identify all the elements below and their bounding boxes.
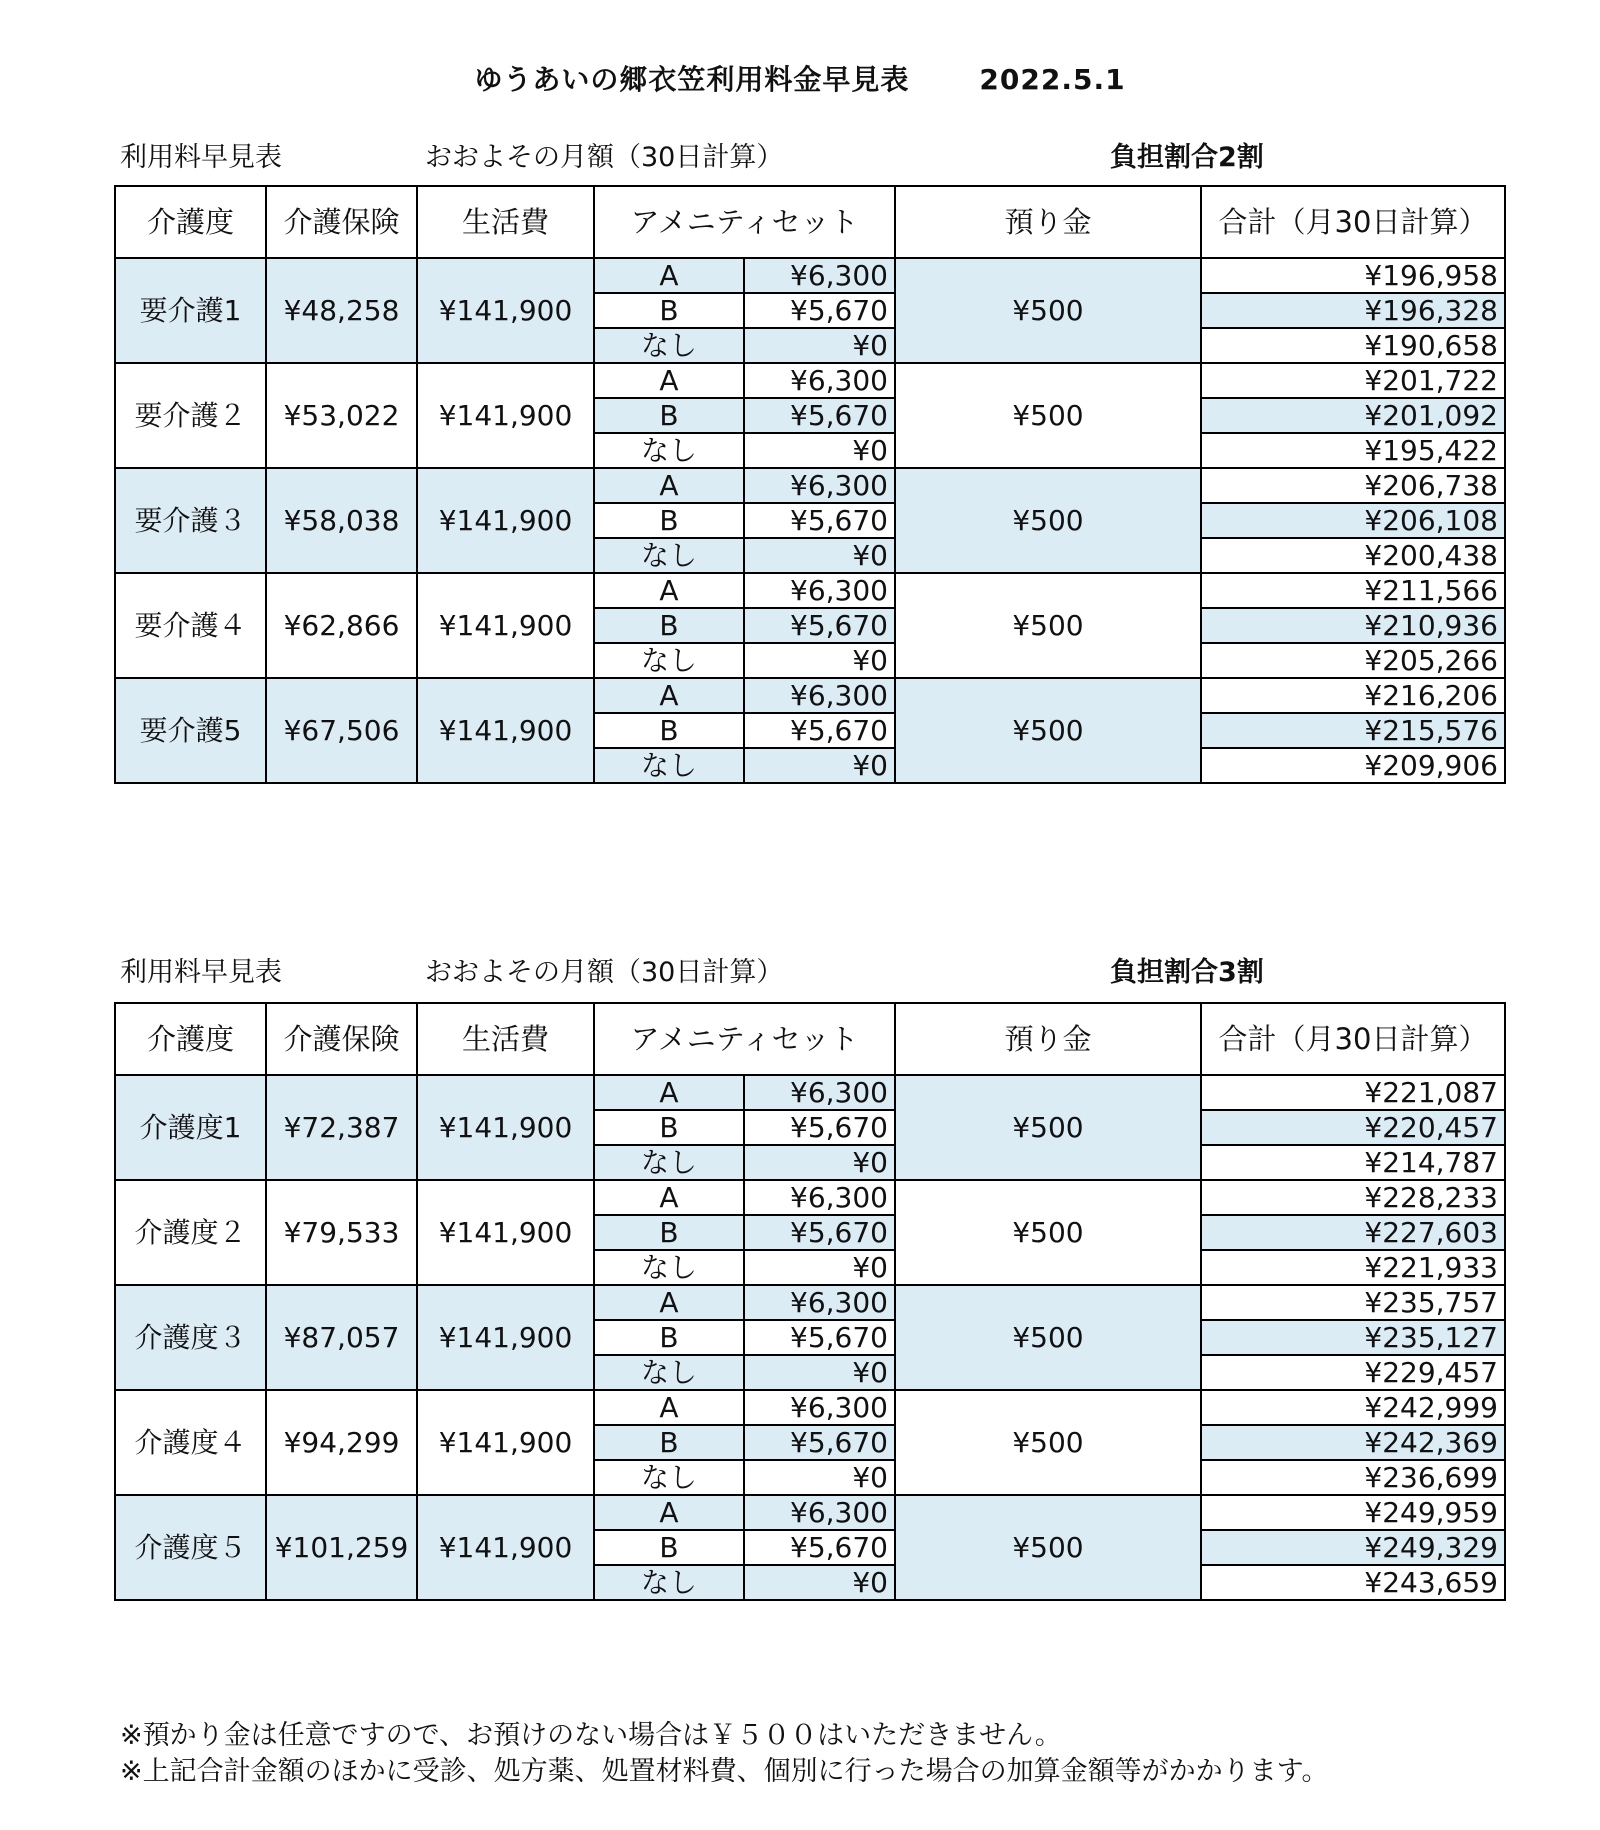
- living-cost-cell: ¥141,900: [417, 1390, 594, 1495]
- total-cell: ¥209,906: [1201, 748, 1505, 783]
- amenity-price-cell: ¥5,670: [744, 713, 895, 748]
- care-level-cell: 介護度４: [115, 1390, 266, 1495]
- total-cell: ¥214,787: [1201, 1145, 1505, 1180]
- insurance-cell: ¥101,259: [266, 1495, 417, 1600]
- amenity-price-cell: ¥0: [744, 1145, 895, 1180]
- amenity-set-cell: B: [594, 1425, 744, 1460]
- amenity-price-cell: ¥6,300: [744, 1075, 895, 1110]
- care-level-cell: 要介護４: [115, 573, 266, 678]
- amenity-set-cell: なし: [594, 1250, 744, 1285]
- section-header-2: [120, 950, 1510, 990]
- section-label: 利用料早見表: [120, 142, 282, 173]
- amenity-set-cell: B: [594, 1215, 744, 1250]
- note-line: ※上記合計金額のほかに受診、処方薬、処置材料費、個別に行った場合の加算金額等がかかります。: [120, 1756, 1329, 1787]
- table-row: [115, 468, 1505, 503]
- col-header-care-level: 介護度: [115, 1003, 266, 1075]
- care-level-cell: 要介護３: [115, 468, 266, 573]
- total-cell: ¥201,722: [1201, 363, 1505, 398]
- deposit-cell: ¥500: [895, 1495, 1201, 1600]
- deposit-cell: ¥500: [895, 573, 1201, 678]
- total-cell: ¥242,999: [1201, 1390, 1505, 1425]
- amenity-set-cell: B: [594, 398, 744, 433]
- total-cell: ¥206,108: [1201, 503, 1505, 538]
- care-level-cell: 要介護1: [115, 258, 266, 363]
- amenity-price-cell: ¥0: [744, 433, 895, 468]
- col-header-deposit: 預り金: [895, 186, 1201, 258]
- total-cell: ¥236,699: [1201, 1460, 1505, 1495]
- total-cell: ¥249,959: [1201, 1495, 1505, 1530]
- total-cell: ¥190,658: [1201, 328, 1505, 363]
- amenity-set-cell: A: [594, 468, 744, 503]
- total-cell: ¥210,936: [1201, 608, 1505, 643]
- living-cost-cell: ¥141,900: [417, 1075, 594, 1180]
- total-cell: ¥227,603: [1201, 1215, 1505, 1250]
- fee-table-3wari: [114, 1002, 1506, 1601]
- amenity-set-cell: なし: [594, 643, 744, 678]
- total-cell: ¥249,329: [1201, 1530, 1505, 1565]
- insurance-cell: ¥79,533: [266, 1180, 417, 1285]
- table-row: [115, 1075, 1505, 1110]
- col-header-total: 合計（月30日計算）: [1201, 1003, 1505, 1075]
- amenity-set-cell: A: [594, 573, 744, 608]
- title-date: 2022.5.1: [979, 63, 1126, 96]
- insurance-cell: ¥67,506: [266, 678, 417, 783]
- amenity-price-cell: ¥6,300: [744, 1390, 895, 1425]
- total-cell: ¥205,266: [1201, 643, 1505, 678]
- section-subtitle: おおよその月額（30日計算）: [425, 142, 784, 173]
- insurance-cell: ¥94,299: [266, 1390, 417, 1495]
- amenity-set-cell: B: [594, 293, 744, 328]
- header-row: [115, 1003, 1505, 1075]
- amenity-price-cell: ¥6,300: [744, 258, 895, 293]
- table-row: [115, 1285, 1505, 1320]
- col-header-insurance: 介護保険: [266, 186, 417, 258]
- total-cell: ¥196,328: [1201, 293, 1505, 328]
- amenity-price-cell: ¥5,670: [744, 1425, 895, 1460]
- total-cell: ¥206,738: [1201, 468, 1505, 503]
- header-row: [115, 186, 1505, 258]
- amenity-set-cell: なし: [594, 433, 744, 468]
- col-header-deposit: 預り金: [895, 1003, 1201, 1075]
- total-cell: ¥201,092: [1201, 398, 1505, 433]
- amenity-set-cell: なし: [594, 748, 744, 783]
- amenity-price-cell: ¥5,670: [744, 1110, 895, 1145]
- total-cell: ¥228,233: [1201, 1180, 1505, 1215]
- amenity-set-cell: B: [594, 1320, 744, 1355]
- col-header-living: 生活費: [417, 1003, 594, 1075]
- amenity-set-cell: なし: [594, 328, 744, 363]
- amenity-price-cell: ¥6,300: [744, 1285, 895, 1320]
- amenity-price-cell: ¥0: [744, 1565, 895, 1600]
- care-level-cell: 介護度３: [115, 1285, 266, 1390]
- total-cell: ¥235,757: [1201, 1285, 1505, 1320]
- col-header-amenity: アメニティセット: [594, 186, 895, 258]
- amenity-set-cell: A: [594, 1075, 744, 1110]
- living-cost-cell: ¥141,900: [417, 1495, 594, 1600]
- amenity-price-cell: ¥6,300: [744, 573, 895, 608]
- amenity-price-cell: ¥0: [744, 1355, 895, 1390]
- fee-table-2wari: [114, 185, 1506, 784]
- insurance-cell: ¥53,022: [266, 363, 417, 468]
- total-cell: ¥220,457: [1201, 1110, 1505, 1145]
- care-level-cell: 介護度1: [115, 1075, 266, 1180]
- amenity-price-cell: ¥0: [744, 328, 895, 363]
- insurance-cell: ¥72,387: [266, 1075, 417, 1180]
- deposit-cell: ¥500: [895, 678, 1201, 783]
- amenity-price-cell: ¥5,670: [744, 1320, 895, 1355]
- deposit-cell: ¥500: [895, 1075, 1201, 1180]
- amenity-price-cell: ¥0: [744, 1460, 895, 1495]
- deposit-cell: ¥500: [895, 363, 1201, 468]
- deposit-cell: ¥500: [895, 1390, 1201, 1495]
- amenity-set-cell: B: [594, 608, 744, 643]
- total-cell: ¥221,087: [1201, 1075, 1505, 1110]
- total-cell: ¥195,422: [1201, 433, 1505, 468]
- section-subtitle: おおよその月額（30日計算）: [425, 957, 784, 988]
- amenity-price-cell: ¥0: [744, 1250, 895, 1285]
- total-cell: ¥242,369: [1201, 1425, 1505, 1460]
- amenity-price-cell: ¥5,670: [744, 398, 895, 433]
- amenity-price-cell: ¥6,300: [744, 363, 895, 398]
- table-row: [115, 1495, 1505, 1530]
- amenity-price-cell: ¥6,300: [744, 1180, 895, 1215]
- page-title: [0, 58, 1600, 98]
- living-cost-cell: ¥141,900: [417, 678, 594, 783]
- amenity-price-cell: ¥6,300: [744, 1495, 895, 1530]
- table-row: [115, 363, 1505, 398]
- table-row: [115, 573, 1505, 608]
- burden-ratio: 負担割合2割: [1110, 142, 1264, 173]
- amenity-set-cell: B: [594, 503, 744, 538]
- care-level-cell: 要介護5: [115, 678, 266, 783]
- total-cell: ¥243,659: [1201, 1565, 1505, 1600]
- amenity-price-cell: ¥5,670: [744, 608, 895, 643]
- table-row: [115, 1180, 1505, 1215]
- living-cost-cell: ¥141,900: [417, 258, 594, 363]
- section-label: 利用料早見表: [120, 957, 282, 988]
- amenity-price-cell: ¥0: [744, 748, 895, 783]
- insurance-cell: ¥62,866: [266, 573, 417, 678]
- deposit-cell: ¥500: [895, 468, 1201, 573]
- total-cell: ¥229,457: [1201, 1355, 1505, 1390]
- amenity-set-cell: なし: [594, 1145, 744, 1180]
- col-header-care-level: 介護度: [115, 186, 266, 258]
- burden-ratio: 負担割合3割: [1110, 957, 1264, 988]
- living-cost-cell: ¥141,900: [417, 363, 594, 468]
- amenity-set-cell: なし: [594, 1355, 744, 1390]
- total-cell: ¥235,127: [1201, 1320, 1505, 1355]
- col-header-insurance: 介護保険: [266, 1003, 417, 1075]
- total-cell: ¥221,933: [1201, 1250, 1505, 1285]
- amenity-set-cell: B: [594, 1110, 744, 1145]
- care-level-cell: 介護度２: [115, 1180, 266, 1285]
- col-header-amenity: アメニティセット: [594, 1003, 895, 1075]
- amenity-set-cell: A: [594, 678, 744, 713]
- amenity-price-cell: ¥0: [744, 538, 895, 573]
- title-text: ゆうあいの郷衣笠利用料金早見表: [474, 63, 910, 96]
- section-header-1: [120, 135, 1510, 175]
- care-level-cell: 要介護２: [115, 363, 266, 468]
- amenity-set-cell: A: [594, 258, 744, 293]
- living-cost-cell: ¥141,900: [417, 468, 594, 573]
- deposit-cell: ¥500: [895, 1285, 1201, 1390]
- total-cell: ¥211,566: [1201, 573, 1505, 608]
- table-row: [115, 1390, 1505, 1425]
- amenity-price-cell: ¥5,670: [744, 503, 895, 538]
- total-cell: ¥200,438: [1201, 538, 1505, 573]
- amenity-set-cell: A: [594, 1495, 744, 1530]
- living-cost-cell: ¥141,900: [417, 1180, 594, 1285]
- deposit-cell: ¥500: [895, 258, 1201, 363]
- table-row: [115, 678, 1505, 713]
- living-cost-cell: ¥141,900: [417, 573, 594, 678]
- living-cost-cell: ¥141,900: [417, 1285, 594, 1390]
- amenity-set-cell: B: [594, 1530, 744, 1565]
- amenity-set-cell: B: [594, 713, 744, 748]
- amenity-set-cell: A: [594, 1390, 744, 1425]
- note-line: ※預かり金は任意ですので、お預けのない場合は￥５００はいただきません。: [120, 1720, 1062, 1751]
- insurance-cell: ¥87,057: [266, 1285, 417, 1390]
- notes: [120, 1718, 1328, 1790]
- amenity-set-cell: なし: [594, 1565, 744, 1600]
- amenity-price-cell: ¥5,670: [744, 1215, 895, 1250]
- amenity-price-cell: ¥5,670: [744, 293, 895, 328]
- amenity-set-cell: なし: [594, 538, 744, 573]
- total-cell: ¥216,206: [1201, 678, 1505, 713]
- amenity-set-cell: A: [594, 1180, 744, 1215]
- total-cell: ¥215,576: [1201, 713, 1505, 748]
- col-header-total: 合計（月30日計算）: [1201, 186, 1505, 258]
- amenity-price-cell: ¥0: [744, 643, 895, 678]
- total-cell: ¥196,958: [1201, 258, 1505, 293]
- care-level-cell: 介護度５: [115, 1495, 266, 1600]
- col-header-living: 生活費: [417, 186, 594, 258]
- amenity-price-cell: ¥5,670: [744, 1530, 895, 1565]
- deposit-cell: ¥500: [895, 1180, 1201, 1285]
- amenity-set-cell: A: [594, 1285, 744, 1320]
- amenity-set-cell: なし: [594, 1460, 744, 1495]
- table-row: [115, 258, 1505, 293]
- amenity-price-cell: ¥6,300: [744, 678, 895, 713]
- insurance-cell: ¥58,038: [266, 468, 417, 573]
- amenity-set-cell: A: [594, 363, 744, 398]
- amenity-price-cell: ¥6,300: [744, 468, 895, 503]
- insurance-cell: ¥48,258: [266, 258, 417, 363]
